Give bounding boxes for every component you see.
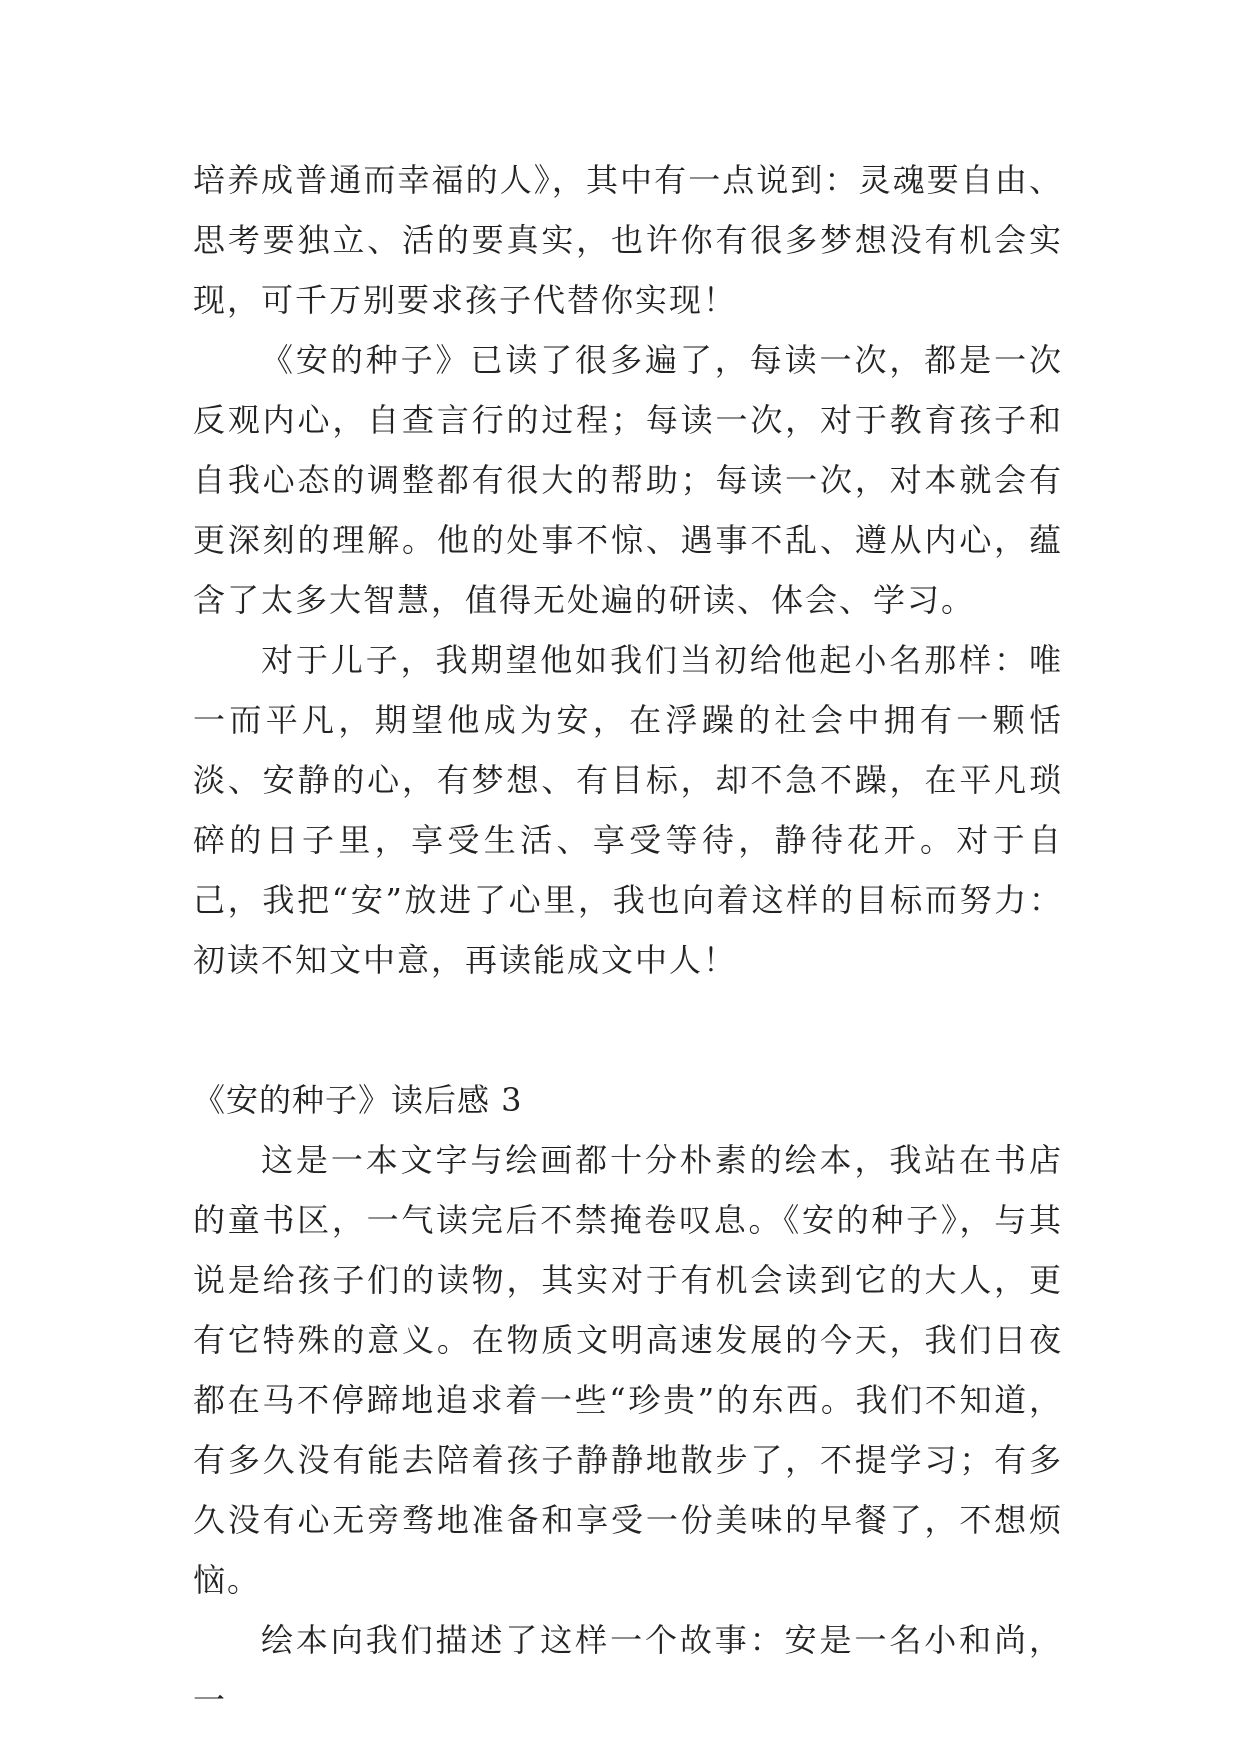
document-body [193,150,1063,1730]
paragraph-1: 培养成普通而幸福的人》，其中有一点说到：灵魂要自由、思考要独立、活的要真实，也许你有很多梦想没有机会实现，可千万别要求孩子代替你实现！ [193,161,1063,319]
paragraph-2: 《安的种子》已读了很多遍了，每读一次，都是一次反观内心，自查言行的过程；每读一次，对于教育孩子和自我心态的调整都有很大的帮助；每读一次，对本就会有更深刻的理解。他的处事不惊、遇事不乱、遵从内心，蕴含了太多大智慧，值得无处遍的研读、体会、学习。 [193,341,1063,619]
paragraph-4: 这是一本文字与绘画都十分朴素的绘本，我站在书店的童书区，一气读完后不禁掩卷叹息。《安的种子》，与其说是给孩子们的读物，其实对于有机会读到它的大人，更有它特殊的意义。在物质文明高速发展的今天，我们日夜都在马不停蹄地追求着一些“珍贵”的东西。我们不知道，有多久没有能去陪着孩子静静地散步了，不提学习；有多久没有心无旁骛地准备和享受一份美味的早餐了，不想烦恼。 [193,1141,1063,1599]
paragraph-3: 对于儿子，我期望他如我们当初给他起小名那样：唯一而平凡，期望他成为安，在浮躁的社会中拥有一颗恬淡、安静的心，有梦想、有目标，却不急不躁，在平凡琐碎的日子里，享受生活、享受等待，静待花开。对于自己，我把“安”放进了心里，我也向着这样的目标而努力：初读不知文中意，再读能成文中人！ [193,641,1063,979]
paragraph-5: 绘本向我们描述了这样一个故事：安是一名小和尚，一 [193,1621,1063,1719]
section-title: 《安的种子》读后感 3 [193,1081,523,1119]
section-spacer [193,990,1063,1070]
